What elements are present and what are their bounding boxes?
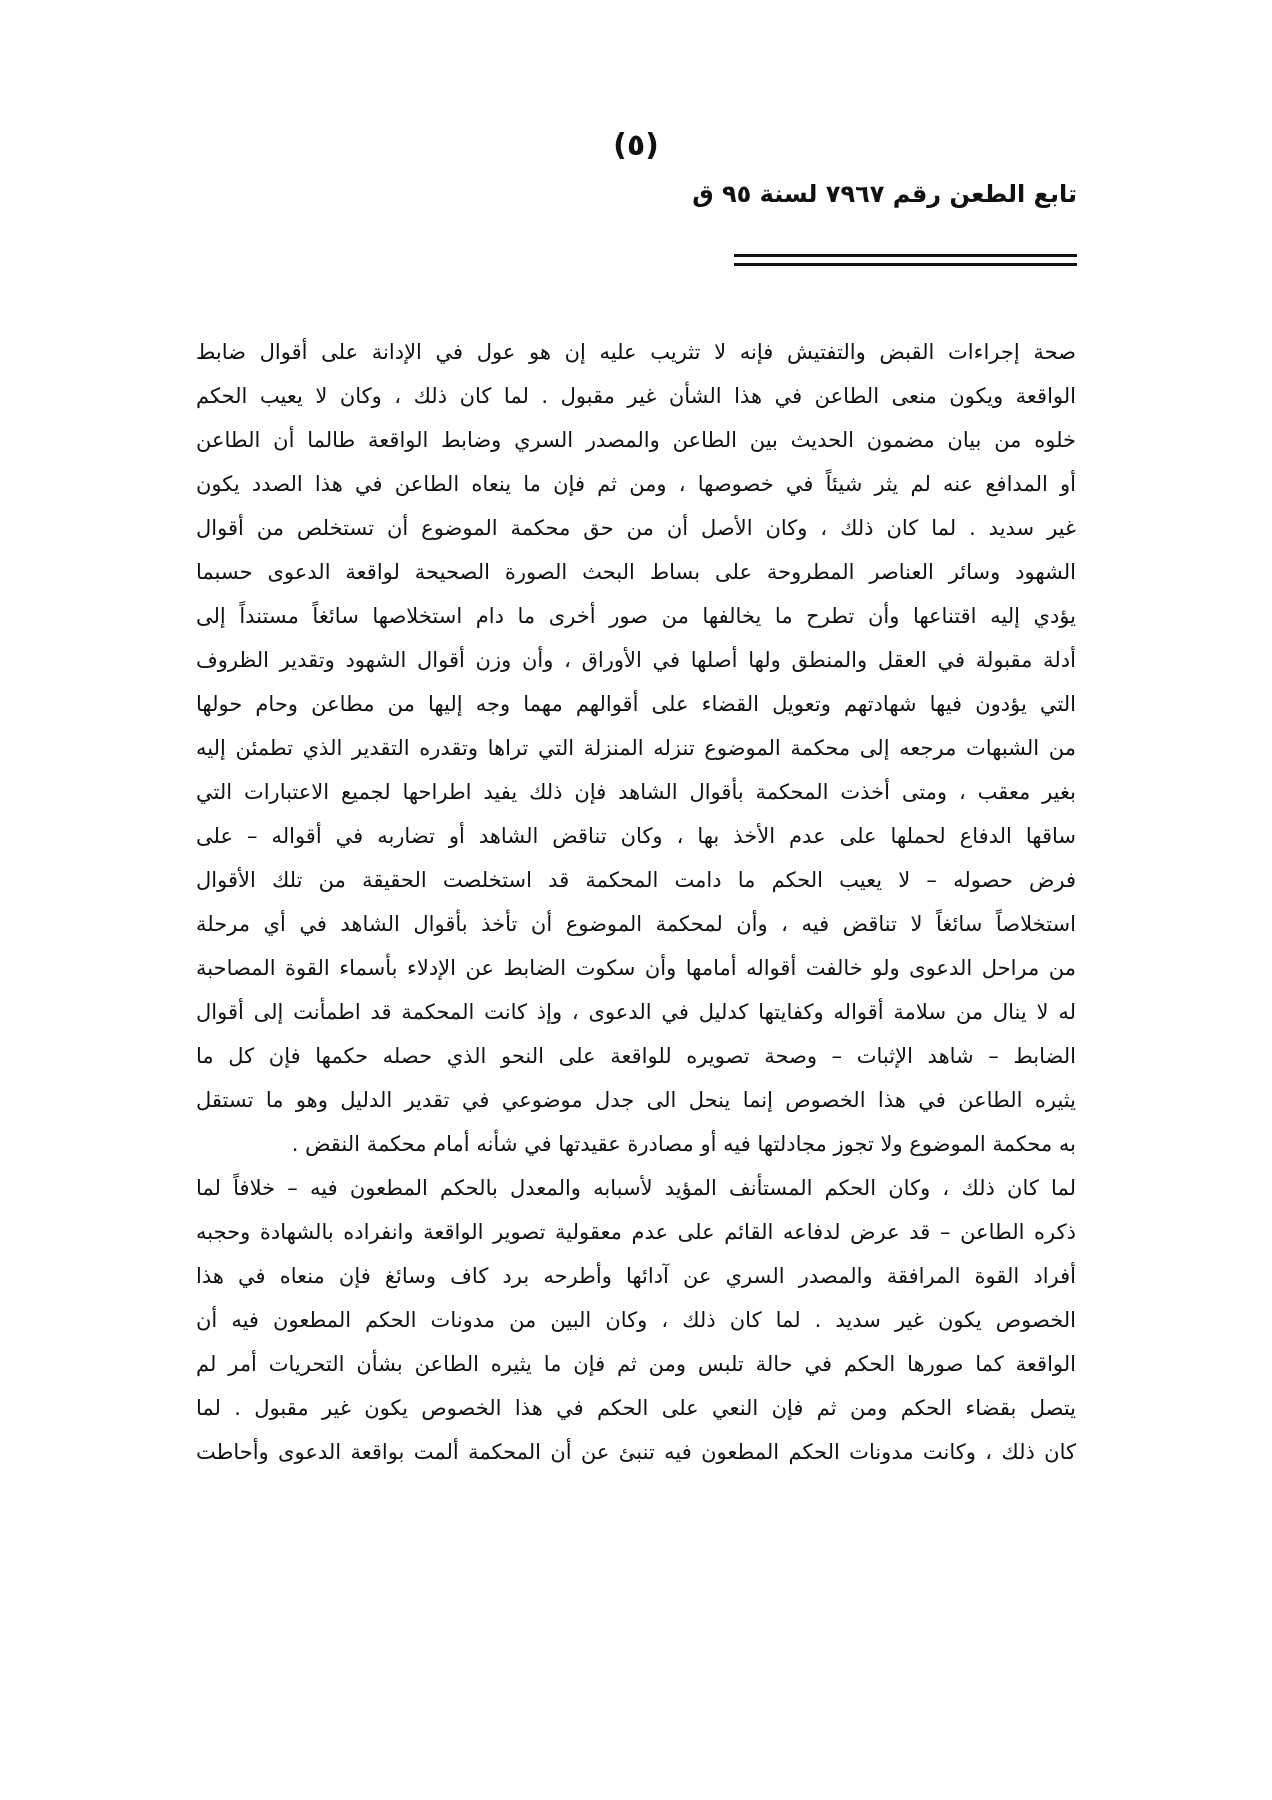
text-line: التي يؤدون فيها شهادتهم وتعويل القضاء على أقوالهم مهما وجه إليها من مطاعن وحام حولها: [196, 692, 1076, 716]
text-line: ذكره الطاعن – قد عرض لدفاعه القائم على عدم معقولية تصوير الواقعة وانفراده بالشهادة وحجبه: [196, 1220, 1076, 1244]
text-line: له لا ينال من سلامة أقواله وكفايتها كدليل في الدعوى ، وإذ كانت المحكمة قد اطمأنت إلى أقوال: [196, 1000, 1076, 1024]
text-line: بغير معقب ، ومتى أخذت المحكمة بأقوال الشاهد فإن ذلك يفيد اطراحها لجميع الاعتبارات التي: [196, 780, 1076, 804]
text-line: غير سديد . لما كان ذلك ، وكان الأصل أن من حق محكمة الموضوع أن تستخلص من أقوال: [196, 516, 1076, 540]
text-line: الضابط – شاهد الإثبات – وصحة تصويره للواقعة على النحو الذي حصله حكمها فإن كل ما: [196, 1044, 1076, 1068]
text-line: أفراد القوة المرافقة والمصدر السري عن آدائها وأطرحه برد كاف وسائغ فإن منعاه في هذا: [196, 1264, 1076, 1288]
page-number: (٥): [613, 128, 659, 163]
text-line: الواقعة كما صورها الحكم في حالة تلبس ومن ثم فإن ما يثيره الطاعن بشأن التحريات أمر لم: [196, 1352, 1076, 1376]
text-line: الواقعة ويكون منعى الطاعن في هذا الشأن غير مقبول . لما كان ذلك ، وكان لا يعيب الحكم: [196, 384, 1076, 408]
case-title: تابع الطعن رقم ٧٩٦٧ لسنة ٩٥ ق: [692, 180, 1077, 208]
text-line: من الشبهات مرجعه إلى محكمة الموضوع تنزله المنزلة التي تراها وتقدره التقدير الذي تطمئن إليه: [196, 736, 1076, 760]
text-line: به محكمة الموضوع ولا تجوز مجادلتها فيه أو مصادرة عقيدتها في شأنه أمام محكمة النقض .: [291, 1132, 1076, 1156]
text-line: فرض حصوله – لا يعيب الحكم ما دامت المحكمة قد استخلصت الحقيقة من تلك الأقوال: [196, 868, 1076, 892]
text-line: لما كان ذلك ، وكان الحكم المستأنف المؤيد لأسبابه والمعدل بالحكم المطعون فيه – خلافاً لما: [196, 1176, 1076, 1200]
text-line: ساقها الدفاع لحملها على عدم الأخذ بها ، وكان تناقض الشاهد أو تضاربه في أقواله – على: [196, 824, 1076, 848]
text-line: يثيره الطاعن في هذا الخصوص إنما ينحل الى جدل موضوعي في تقدير الدليل وهو ما تستقل: [196, 1088, 1076, 1112]
body-text: [196, 330, 1076, 1474]
text-line: خلوه من بيان مضمون الحديث بين الطاعن والمصدر السري وضابط الواقعة طالما أن الطاعن: [196, 428, 1076, 452]
text-line: أو المدافع عنه لم يثر شيئاً في خصوصها ، ومن ثم فإن ما ينعاه الطاعن في هذا الصدد يكون: [196, 472, 1076, 496]
text-line: كان ذلك ، وكانت مدونات الحكم المطعون فيه تنبئ عن أن المحكمة ألمت بواقعة الدعوى وأحاطت: [196, 1440, 1076, 1464]
text-line: يتصل بقضاء الحكم ومن ثم فإن النعي على الحكم في هذا الخصوص يكون غير مقبول . لما: [196, 1396, 1076, 1420]
text-line: الشهود وسائر العناصر المطروحة على بساط البحث الصورة الصحيحة لواقعة الدعوى حسبما: [196, 560, 1076, 584]
text-line: استخلاصاً سائغاً لا تناقض فيه ، وأن لمحكمة الموضوع أن تأخذ بأقوال الشاهد في أي مرحلة: [196, 912, 1076, 936]
text-line: صحة إجراءات القبض والتفتيش فإنه لا تثريب عليه إن هو عول في الإدانة على أقوال ضابط: [196, 340, 1076, 364]
text-line: الخصوص يكون غير سديد . لما كان ذلك ، وكان البين من مدونات الحكم المطعون فيه أن: [196, 1308, 1076, 1332]
text-line: يؤدي إليه اقتناعها وأن تطرح ما يخالفها من صور أخرى ما دام استخلاصها سائغاً مستنداً إلى: [196, 604, 1076, 628]
header-double-rule: [734, 254, 1077, 266]
text-line: من مراحل الدعوى ولو خالفت أقواله أمامها وأن سكوت الضابط عن الإدلاء بأسماء القوة المصاحبة: [196, 956, 1076, 980]
text-line: أدلة مقبولة في العقل والمنطق ولها أصلها في الأوراق ، وأن وزن أقوال الشهود وتقدير الظروف: [196, 648, 1076, 672]
